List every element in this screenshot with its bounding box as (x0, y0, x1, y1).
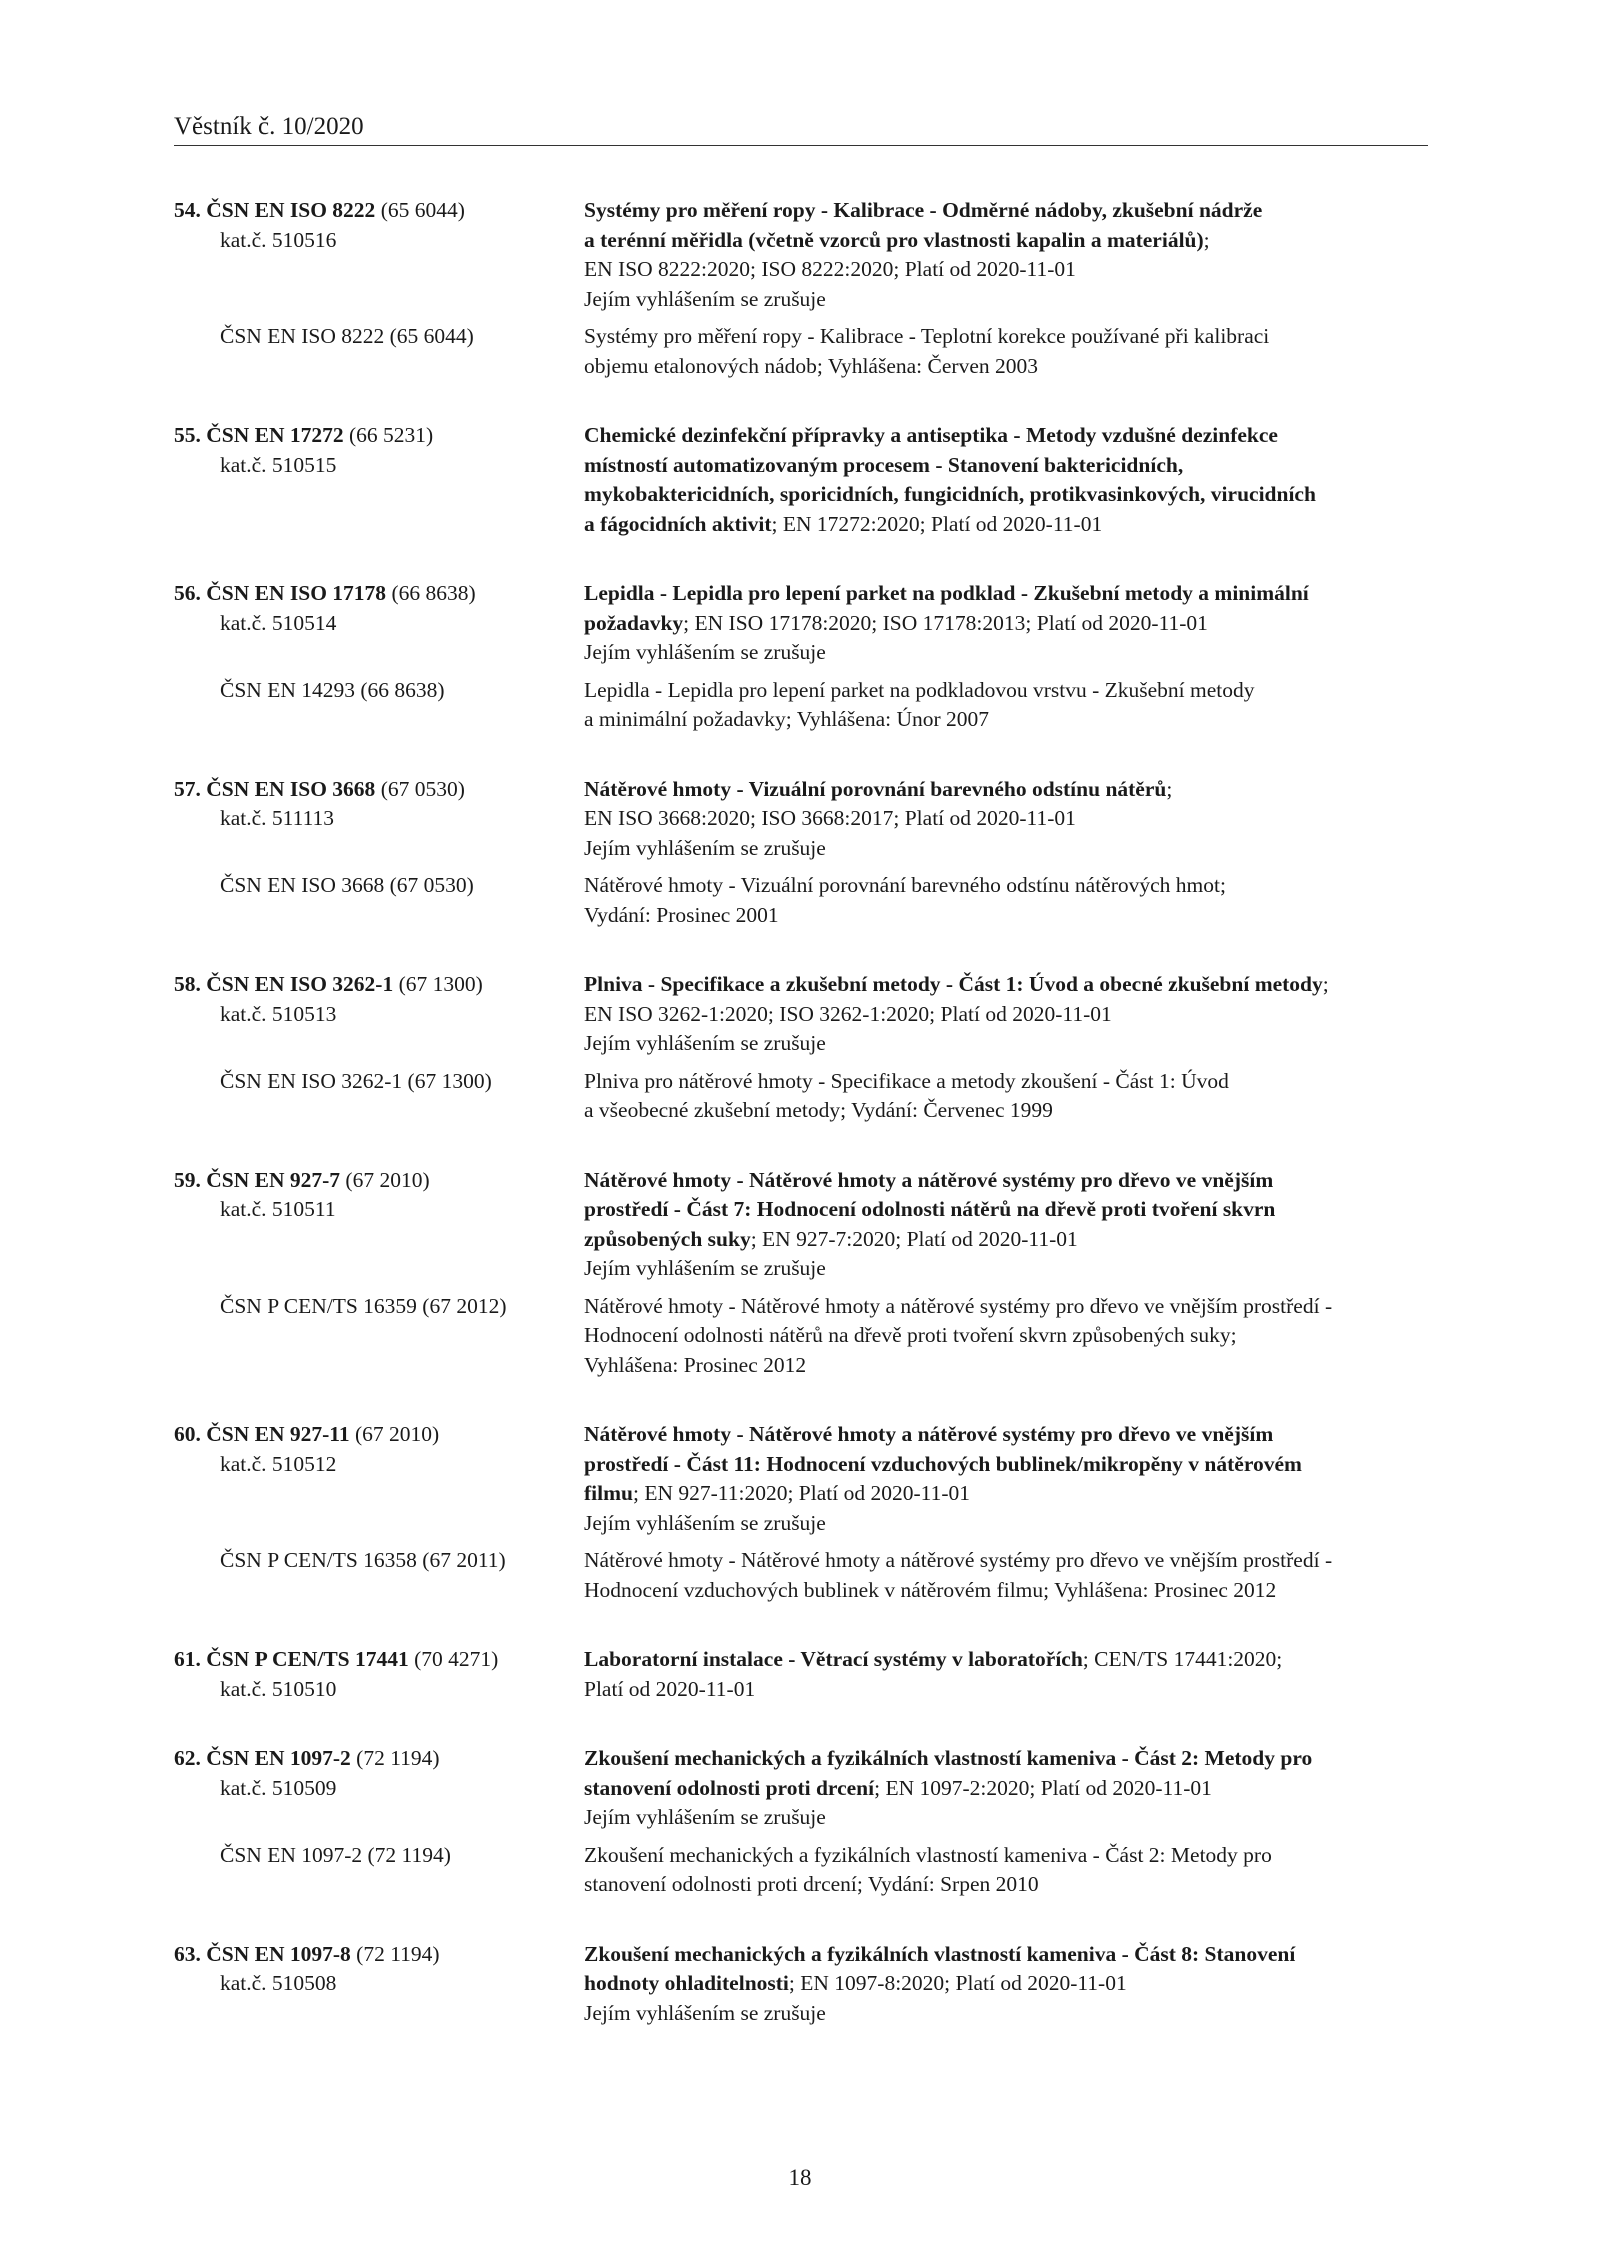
entry-number: 59. (174, 1167, 201, 1192)
standard-entry (174, 775, 1436, 931)
entry-description (584, 970, 1436, 1059)
title-bold: prostředí - Část 11: Hodnocení vzduchových bublinek/mikropěny v nátěrovém (584, 1451, 1302, 1476)
replaced-standard-row (174, 1067, 1436, 1126)
entry-number: 60. (174, 1422, 201, 1446)
catalog-number: kat.č. 511113 (220, 806, 335, 830)
entry-number: 54. (174, 198, 201, 222)
standard-code-bold: ČSN EN ISO 8222 (206, 198, 376, 222)
replaced-line: Lepidla - Lepidla pro lepení parket na podkladovou vrstvu - Zkušební metody (584, 677, 1255, 702)
replaced-standard-row (174, 871, 1436, 930)
catalog-number: kat.č. 510515 (220, 452, 337, 477)
replaced-code-block (174, 676, 584, 735)
standard-code (174, 421, 584, 451)
replaced-standard-code: ČSN EN 1097-2 (72 1194) (220, 1842, 451, 1867)
entry-code-block (174, 421, 584, 539)
standard-class-code: (72 1194) (350, 1941, 440, 1966)
entry-main-row (174, 421, 1436, 539)
entry-main-row (174, 1744, 1436, 1833)
replaced-line: Hodnocení odolnosti nátěrů na dřevě proti tvoření skvrn způsobených suky; (584, 1323, 1237, 1347)
title-line (584, 1420, 1436, 1450)
replaced-description (584, 1067, 1436, 1126)
entry-code-block (174, 196, 584, 314)
replaced-description (584, 322, 1436, 381)
standard-class-code: (65 6044) (375, 198, 465, 222)
entry-code-block (174, 1420, 584, 1538)
detail-line: Jejím vyhlášením se zrušuje (584, 2000, 826, 2025)
title-line (584, 451, 1436, 481)
detail-line: Jejím vyhlášením se zrušuje (584, 1805, 826, 1829)
entry-number: 55. (174, 423, 201, 447)
detail-line: Jejím vyhlášením se zrušuje (584, 286, 826, 311)
replaced-standard-code: ČSN EN 14293 (66 8638) (220, 677, 445, 702)
entry-description (584, 1420, 1436, 1538)
detail-line: Jejím vyhlášením se zrušuje (584, 835, 826, 860)
entry-main-row (174, 970, 1436, 1059)
replaced-code-block (174, 322, 584, 381)
title-line (584, 1969, 1436, 1999)
title-tail: ; (1322, 972, 1329, 996)
replaced-description (584, 676, 1436, 735)
standard-entry (174, 421, 1436, 539)
title-line (584, 226, 1436, 256)
entry-description (584, 1744, 1436, 1833)
detail-line: Jejím vyhlášením se zrušuje (584, 1031, 826, 1055)
title-line (584, 579, 1436, 609)
catalog-number: kat.č. 510509 (220, 1775, 337, 1800)
replaced-standard-row (174, 1841, 1436, 1900)
catalog-number: kat.č. 510514 (220, 610, 337, 635)
replaced-line: Systémy pro měření ropy - Kalibrace - Teplotní korekce používané při kalibraci (584, 324, 1270, 348)
replaced-line: objemu etalonových nádob; Vyhlášena: Červen 2003 (584, 353, 1038, 378)
standard-class-code: (67 2010) (340, 1167, 430, 1192)
standard-entry (174, 1166, 1436, 1381)
detail-line: EN ISO 3262-1:2020; ISO 3262-1:2020; Platí od 2020-11-01 (584, 1001, 1112, 1026)
standard-entry (174, 579, 1436, 735)
entry-main-row (174, 1420, 1436, 1538)
page-number: 18 (788, 2165, 812, 2190)
replaced-code-block (174, 1067, 584, 1126)
title-line (584, 421, 1436, 451)
replaced-line: a všeobecné zkušební metody; Vydání: Červenec 1999 (584, 1098, 1053, 1122)
standard-code (174, 1420, 584, 1450)
title-bold: Nátěrové hmoty - Vizuální porovnání barevného odstínu nátěrů (584, 776, 1167, 801)
replaced-description (584, 1546, 1436, 1605)
standard-code-bold: ČSN P CEN/TS 17441 (206, 1647, 409, 1671)
title-bold: Laboratorní instalace - Větrací systémy v laboratořích (584, 1647, 1083, 1671)
title-tail: ; (1203, 227, 1210, 252)
standard-code-bold: ČSN EN 927-7 (206, 1167, 341, 1192)
title-bold: a fágocidních aktivit (584, 511, 772, 536)
entry-number: 63. (174, 1941, 201, 1966)
standard-code-bold: ČSN EN ISO 3668 (206, 776, 376, 801)
entry-description (584, 196, 1436, 314)
title-line (584, 1225, 1436, 1255)
replaced-line: Vydání: Prosinec 2001 (584, 902, 779, 927)
title-bold: Nátěrové hmoty - Nátěrové hmoty a nátěrové systémy pro dřevo ve vnějším (584, 1167, 1274, 1192)
replaced-standard-row (174, 322, 1436, 381)
detail-line: EN ISO 8222:2020; ISO 8222:2020; Platí od 2020-11-01 (584, 257, 1076, 281)
standard-entry (174, 1645, 1436, 1704)
standard-class-code: (67 2010) (349, 1422, 440, 1446)
title-line (584, 1645, 1436, 1675)
standard-class-code: (67 1300) (393, 972, 483, 996)
title-tail: ; EN 1097-8:2020; Platí od 2020-11-01 (788, 1971, 1127, 1995)
title-bold: filmu (584, 1481, 633, 1505)
entry-number: 56. (174, 581, 201, 605)
title-tail: ; EN 927-7:2020; Platí od 2020-11-01 (750, 1226, 1078, 1251)
standard-code-bold: ČSN EN 17272 (206, 423, 344, 447)
standard-code-bold: ČSN EN 1097-2 (206, 1746, 351, 1770)
title-bold: Lepidla - Lepidla pro lepení parket na podklad - Zkušební metody a minimální (584, 581, 1309, 605)
standards-list (174, 196, 1436, 2068)
title-bold: Zkoušení mechanických a fyzikálních vlastností kameniva - Část 2: Metody pro (584, 1746, 1313, 1770)
title-tail: ; EN ISO 17178:2020; ISO 17178:2013; Platí od 2020-11-01 (683, 610, 1208, 635)
standard-code-bold: ČSN EN 1097-8 (206, 1941, 351, 1966)
title-line (584, 1479, 1436, 1509)
replaced-line: a minimální požadavky; Vyhlášena: Únor 2007 (584, 707, 990, 731)
title-line (584, 970, 1436, 1000)
title-tail: ; EN 17272:2020; Platí od 2020-11-01 (771, 511, 1103, 536)
entry-main-row (174, 775, 1436, 864)
entry-main-row (174, 1645, 1436, 1704)
replaced-standard-code: ČSN P CEN/TS 16359 (67 2012) (220, 1293, 507, 1318)
entry-description (584, 421, 1436, 539)
title-bold: způsobených suky (584, 1226, 751, 1251)
entry-description (584, 1940, 1436, 2029)
entry-code-block (174, 1744, 584, 1833)
entry-number: 58. (174, 972, 201, 996)
standard-code (174, 1166, 584, 1196)
standard-code-bold: ČSN EN ISO 3262-1 (206, 972, 394, 996)
replaced-standard-code: ČSN EN ISO 3262-1 (67 1300) (220, 1068, 492, 1093)
standard-class-code: (66 5231) (343, 423, 434, 447)
standard-code (174, 1744, 584, 1774)
standard-entry (174, 196, 1436, 381)
entry-main-row (174, 579, 1436, 668)
title-tail: ; EN 1097-2:2020; Platí od 2020-11-01 (874, 1775, 1212, 1800)
standard-class-code: (70 4271) (408, 1647, 499, 1671)
replaced-line: Plniva pro nátěrové hmoty - Specifikace a metody zkoušení - Část 1: Úvod (584, 1068, 1229, 1093)
title-bold: Zkoušení mechanických a fyzikálních vlastností kameniva - Část 8: Stanovení (584, 1941, 1296, 1966)
title-line (584, 1744, 1436, 1774)
replaced-code-block (174, 1841, 584, 1900)
entry-code-block (174, 1645, 584, 1704)
entry-code-block (174, 970, 584, 1059)
detail-line: EN ISO 3668:2020; ISO 3668:2017; Platí od 2020-11-01 (584, 806, 1076, 830)
title-line (584, 1450, 1436, 1480)
replaced-code-block (174, 1292, 584, 1381)
standard-entry (174, 1940, 1436, 2029)
replaced-standard-row (174, 1292, 1436, 1381)
title-line (584, 1940, 1436, 1970)
title-bold: mykobaktericidních, sporicidních, fungicidních, protikvasinkových, virucidních (584, 482, 1316, 506)
page-header: Věstník č. 10/2020 (174, 113, 364, 140)
entry-number: 62. (174, 1746, 201, 1770)
title-line (584, 775, 1436, 805)
standard-code-bold: ČSN EN ISO 17178 (206, 581, 387, 605)
title-tail: ; CEN/TS 17441:2020; (1082, 1647, 1283, 1671)
entry-number: 57. (174, 776, 201, 801)
replaced-line: Vyhlášena: Prosinec 2012 (584, 1352, 807, 1377)
detail-line: Jejím vyhlášením se zrušuje (584, 1256, 826, 1280)
replaced-line: Hodnocení vzduchových bublinek v nátěrovém filmu; Vyhlášena: Prosinec 2012 (584, 1577, 1277, 1602)
replaced-line: stanovení odolnosti proti drcení; Vydání: Srpen 2010 (584, 1872, 1039, 1896)
replaced-line: Zkoušení mechanických a fyzikálních vlastností kameniva - Část 2: Metody pro (584, 1842, 1272, 1867)
title-bold: prostředí - Část 7: Hodnocení odolnosti nátěrů na dřevě proti tvoření skvrn (584, 1197, 1276, 1221)
entry-code-block (174, 1166, 584, 1284)
standard-code-bold: ČSN EN 927-11 (206, 1422, 350, 1446)
standard-code (174, 1645, 584, 1675)
entry-main-row (174, 1166, 1436, 1284)
title-bold: stanovení odolnosti proti drcení (584, 1775, 875, 1800)
entry-description (584, 1166, 1436, 1284)
standard-class-code: (67 0530) (375, 776, 465, 801)
entry-code-block (174, 579, 584, 668)
replaced-standard-code: ČSN P CEN/TS 16358 (67 2011) (220, 1548, 506, 1572)
catalog-number: kat.č. 510512 (220, 1451, 337, 1476)
title-line (584, 1166, 1436, 1196)
replaced-description (584, 1292, 1436, 1381)
replaced-standard-code: ČSN EN ISO 8222 (65 6044) (220, 324, 474, 348)
detail-line: Jejím vyhlášením se zrušuje (584, 640, 826, 664)
replaced-code-block (174, 871, 584, 930)
title-bold: požadavky (584, 610, 684, 635)
entry-description (584, 579, 1436, 668)
title-bold: a terénní měřidla (včetně vzorců pro vlastnosti kapalin a materiálů) (584, 227, 1204, 252)
standard-code (174, 1940, 584, 1970)
replaced-code-block (174, 1546, 584, 1605)
catalog-number: kat.č. 510513 (220, 1001, 337, 1026)
title-line (584, 1774, 1436, 1804)
standard-code (174, 196, 584, 226)
entry-code-block (174, 775, 584, 864)
replaced-standard-code: ČSN EN ISO 3668 (67 0530) (220, 873, 474, 897)
entry-description (584, 1645, 1436, 1704)
entry-main-row (174, 196, 1436, 314)
standard-code (174, 775, 584, 805)
title-line (584, 510, 1436, 540)
replaced-description (584, 1841, 1436, 1900)
standard-code (174, 579, 584, 609)
title-line (584, 609, 1436, 639)
catalog-number: kat.č. 510511 (220, 1197, 336, 1221)
catalog-number: kat.č. 510516 (220, 227, 337, 252)
replaced-standard-row (174, 676, 1436, 735)
entry-main-row (174, 1940, 1436, 2029)
title-bold: místností automatizovaným procesem - Stanovení baktericidních, (584, 452, 1184, 477)
title-bold: Systémy pro měření ropy - Kalibrace - Odměrné nádoby, zkušební nádrže (584, 198, 1263, 222)
replaced-line: Nátěrové hmoty - Nátěrové hmoty a nátěrové systémy pro dřevo ve vnějším prostředí - (584, 1548, 1333, 1572)
title-tail: ; EN 927-11:2020; Platí od 2020-11-01 (632, 1481, 970, 1505)
entry-description (584, 775, 1436, 864)
title-bold: hodnoty ohladitelnosti (584, 1971, 789, 1995)
header-divider (174, 145, 1428, 146)
entry-number: 61. (174, 1647, 201, 1671)
replaced-line: Nátěrové hmoty - Nátěrové hmoty a nátěrové systémy pro dřevo ve vnějším prostředí - (584, 1293, 1333, 1318)
standard-entry (174, 1744, 1436, 1900)
title-line (584, 196, 1436, 226)
catalog-number: kat.č. 510510 (220, 1676, 337, 1701)
title-bold: Plniva - Specifikace a zkušební metody - Část 1: Úvod a obecné zkušební metody (584, 972, 1323, 996)
detail-line: Jejím vyhlášením se zrušuje (584, 1510, 826, 1535)
title-line (584, 480, 1436, 510)
title-bold: Nátěrové hmoty - Nátěrové hmoty a nátěrové systémy pro dřevo ve vnějším (584, 1422, 1274, 1446)
replaced-description (584, 871, 1436, 930)
standard-entry (174, 1420, 1436, 1605)
catalog-number: kat.č. 510508 (220, 1971, 337, 1995)
standard-class-code: (66 8638) (386, 581, 476, 605)
standard-code (174, 970, 584, 1000)
standard-entry (174, 970, 1436, 1126)
title-line (584, 1195, 1436, 1225)
replaced-standard-row (174, 1546, 1436, 1605)
title-bold: Chemické dezinfekční přípravky a antiseptika - Metody vzdušné dezinfekce (584, 423, 1278, 447)
replaced-line: Nátěrové hmoty - Vizuální porovnání barevného odstínu nátěrových hmot; (584, 873, 1226, 897)
detail-line: Platí od 2020-11-01 (584, 1676, 756, 1701)
standard-class-code: (72 1194) (350, 1746, 440, 1770)
title-tail: ; (1166, 776, 1173, 801)
entry-code-block (174, 1940, 584, 2029)
